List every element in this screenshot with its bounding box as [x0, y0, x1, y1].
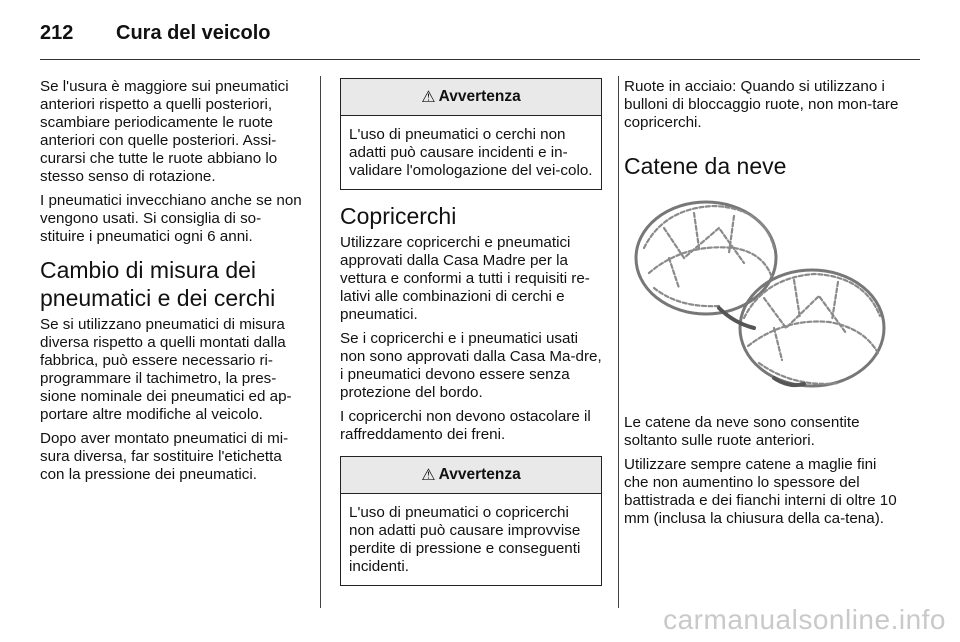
paragraph-tyre-rotation: Se l'usura è maggiore sui pneumatici anteriori rispetto a quelli posteriori, scambiare periodicamente le ruote anteriori con quelle posteriori. Assi-curarsi che tutte le ruote abbiano lo stesso senso di rotazione. — [40, 78, 289, 185]
warning-box-2 — [340, 456, 602, 586]
paragraph-chains-front: Le catene da neve sono consentite soltanto sulle ruote anteriori. — [624, 414, 860, 449]
warning-title: Avvertenza — [438, 466, 521, 483]
paragraph-size-change: Se si utilizzano pneumatici di misura diversa rispetto a quelli montati dalla fabbrica, può essere necessario ri-programmare il tachimetro, la pres-sione nominale dei pneumatici ed ap-portare altre modifiche al veicolo. — [40, 316, 292, 423]
heading-snow-chains: Catene da neve — [624, 153, 787, 179]
watermark: carmanualsonline.info — [663, 604, 946, 635]
paragraph-hubcaps-approved: Utilizzare copricerchi e pneumatici approvati dalla Casa Madre per la vettura e conformi a tutti i requisiti re-lativi alle combinazioni di cerchi e pneumatici. — [340, 234, 590, 323]
paragraph-chains-fine: Utilizzare sempre catene a maglie fini che non aumentino lo spessore del battistrada e dei fianchi interni di oltre 10 mm (inclusa la chiusura della ca-tena). — [624, 456, 897, 527]
warning-header — [341, 457, 601, 494]
column-1 — [40, 78, 305, 490]
paragraph-steel-wheels: Ruote in acciaio: Quando si utilizzano i bulloni di bloccaggio ruote, non mon-tare copricerchi. — [624, 78, 899, 131]
section-title: Cura del veicolo — [116, 21, 271, 44]
warning-text: L'uso di pneumatici o copricerchi non adatti può causare improvvise perdite di pressione e conseguenti incidenti. — [349, 504, 581, 575]
paragraph-label-replace: Dopo aver montato pneumatici di mi-sura diversa, far sostituire l'etichetta con la pressione dei pneumatici. — [40, 430, 289, 483]
header-rule — [40, 59, 920, 60]
column-3 — [624, 78, 904, 534]
column-2 — [340, 78, 602, 598]
warning-header — [341, 79, 601, 116]
column-divider-2 — [618, 76, 619, 608]
paragraph-hubcaps-unapproved: Se i copricerchi e i pneumatici usati non sono approvati dalla Casa Ma-dre, i pneumatici devono essere senza protezione del bordo. — [340, 330, 602, 401]
heading-hubcaps: Copricerchi — [340, 203, 457, 229]
heading-size-change: Cambio di misura dei pneumatici e dei cerchi — [40, 257, 276, 311]
warning-triangle-icon: ⚠ — [421, 467, 436, 484]
warning-triangle-icon: ⚠ — [421, 89, 436, 106]
warning-title: Avvertenza — [438, 88, 521, 105]
warning-box-1 — [340, 78, 602, 190]
page-header — [40, 18, 271, 48]
paragraph-tyre-age: I pneumatici invecchiano anche se non vengono usati. Si consiglia di so-stituire i pneumatici ogni 6 anni. — [40, 192, 302, 245]
page-number: 212 — [40, 21, 74, 44]
column-divider-1 — [320, 76, 321, 608]
warning-text: L'uso di pneumatici o cerchi non adatti può causare incidenti e in-validare l'omologazione del vei-colo. — [349, 126, 593, 179]
snow-chains-illustration — [624, 188, 888, 400]
paragraph-hubcaps-cooling: I copricerchi non devono ostacolare il raffreddamento dei freni. — [340, 408, 591, 443]
